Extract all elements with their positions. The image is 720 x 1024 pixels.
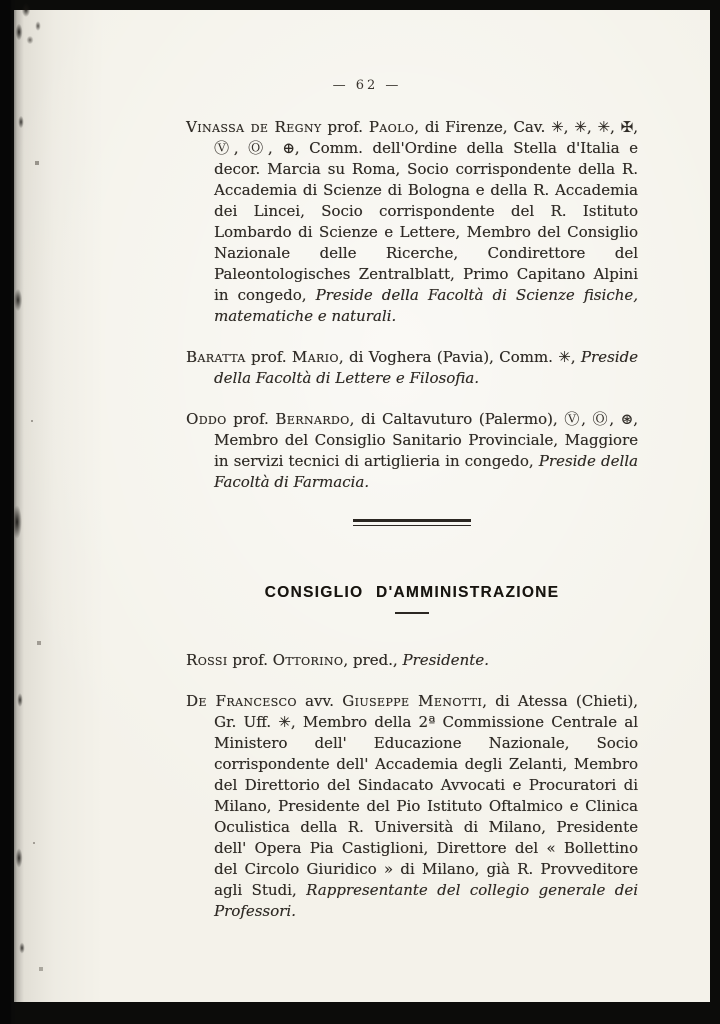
entry-body: , di Firenze, Cav. ✳, ✳, ✳, ✠, Ⓥ, Ⓞ, ⊕, Comm. dell'Ordine della Stella d'Italia e decor. Marcia su Roma, Socio corrispondente della R. Accademia di Scienze di Bologna e della R. Accademia dei Lincei, Socio corrispondente del R. Istituto Lombardo di Scienze e Lettere, Membro del Consiglio Nazionale delle Ricerche, Condirettore del Paleontologisches Zentralblatt, Primo Capitano Alpini in congedo,	[214, 118, 639, 304]
entry-vinassa	[186, 117, 638, 327]
office-italic: Preside della Facoltà di Scienze fisiche, matematiche e naturali.	[214, 286, 638, 325]
entry-body: , pred.,	[343, 651, 403, 669]
entry-body: , di Caltavuturo (Palermo), Ⓥ, Ⓞ, ⊛, Membro del Consiglio Sanitario Provinciale, Maggiore in servizi tecnici di artiglieria in congedo,	[214, 410, 638, 470]
entry-body: , di Voghera (Pavia), Comm. ✳,	[338, 348, 581, 366]
office-italic: Rappresentante del collegio generale dei Professori.	[214, 881, 639, 920]
entry-defrancesco	[186, 691, 638, 922]
honorific: avv.	[296, 692, 343, 710]
section-divider-rule	[353, 519, 471, 526]
office-italic: Presidente.	[402, 651, 489, 669]
forename-smallcaps: Ottorino	[272, 651, 344, 669]
forename-smallcaps: Giuseppe Menotti	[342, 692, 483, 710]
entry-oddo	[186, 409, 638, 493]
section-heading: CONSIGLIO D'AMMINISTRAZIONE	[264, 584, 560, 601]
entry-body: , di Atessa (Chieti), Gr. Uff. ✳, Membro della 2ª Commissione Centrale al Ministero dell' Educazione Nazionale, Socio corrispondente dell' Accademia degli Zelanti, Membro del Direttorio del Sindacato Avvocati e Procuratori di Milano, Presidente del Pio Istituto Oftalmico e Clinica Oculistica della R. Università di Milano, Presidente dell' Opera Pia Castiglioni, Direttore del « Bollettino del Circolo Giuridico » di Milano, già R. Provveditore agli Studi,	[214, 692, 638, 899]
surname-smallcaps: De Francesco	[186, 692, 297, 710]
surname-smallcaps: Baratta	[186, 348, 246, 366]
honorific: prof.	[245, 348, 292, 366]
honorific: prof.	[226, 410, 276, 428]
office-italic: Preside della Facoltà di Lettere e Filosofia.	[214, 348, 639, 387]
forename-smallcaps: Mario	[291, 348, 339, 366]
forename-smallcaps: Paolo	[368, 118, 415, 136]
honorific: prof.	[321, 118, 369, 136]
honorific: prof.	[227, 651, 273, 669]
forename-smallcaps: Bernardo	[275, 410, 350, 428]
surname-smallcaps: Vinassa de Regny	[186, 118, 322, 136]
entry-baratta	[186, 347, 638, 389]
page-number: — 62 —	[332, 78, 402, 93]
surname-smallcaps: Oddo	[186, 410, 227, 428]
scan-ink-specks-artifact	[0, 0, 2, 2]
entry-rossi	[186, 650, 638, 671]
surname-smallcaps: Rossi	[186, 651, 228, 669]
office-italic: Preside della Facoltà di Farmacia.	[214, 452, 639, 491]
scanned-book-page	[14, 10, 710, 1002]
heading-underline-rule	[395, 612, 429, 614]
page-text-column	[186, 10, 638, 942]
